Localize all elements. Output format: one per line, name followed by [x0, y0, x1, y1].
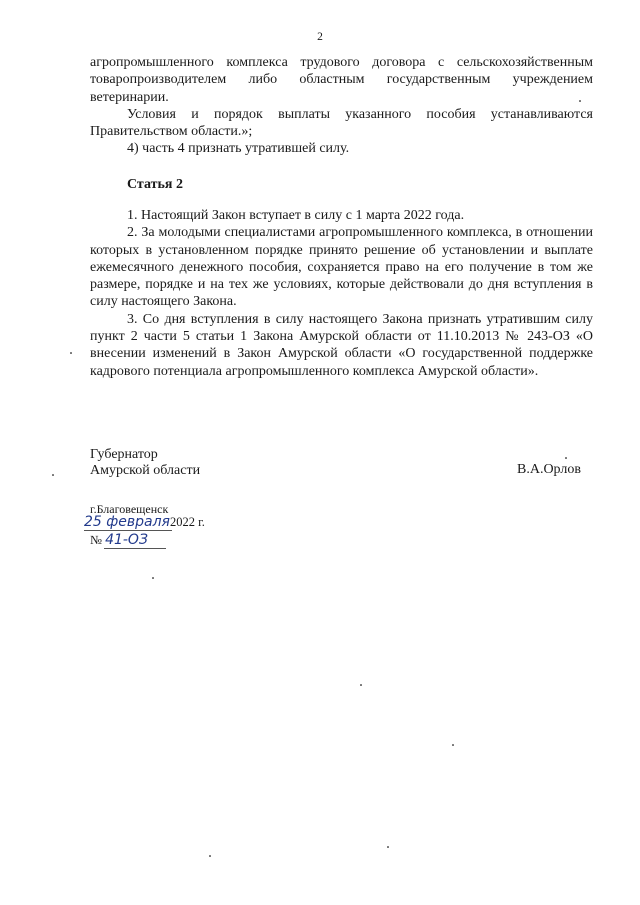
scan-speck [209, 855, 211, 857]
signing-date [84, 514, 205, 530]
conditions-paragraph: Условия и порядок выплаты указанного пособия устанавливаются Правительством области.»; [90, 106, 593, 140]
item-4-paragraph: 4) часть 4 признать утратившей силу. [127, 141, 350, 157]
scan-speck [565, 457, 567, 459]
continuation-paragraph: агропромышленного комплекса трудового договора с сельскохозяйственным товаропроизводителем либо областным государственным учреждением ветеринарии. [90, 55, 593, 105]
article-paragraph-2: 2. За молодыми специалистами агропромышленного комплекса, в отношении которых в установленном порядке принято решение об установлении и выплате ежемесячного денежного пособия, сохраняется право на его получение в том же размере, порядке и на тех же условиях, которые действовали до дня вступления в силу настоящего Закона. [90, 225, 593, 310]
scan-speck [579, 100, 581, 102]
article-heading: Статья 2 [127, 177, 183, 192]
place-of-signing: г.Благовещенск [90, 502, 169, 516]
page-number: 2 [317, 31, 323, 43]
scan-speck [360, 684, 362, 686]
scan-speck [52, 474, 54, 476]
scan-speck [70, 352, 72, 354]
signatory-title-line-1: Губернатор [90, 447, 158, 462]
date-year: 2022 г. [169, 515, 205, 529]
article-paragraph-3: 3. Со дня вступления в силу настоящего Закона признать утратившим силу пункт 2 части 5 статьи 1 Закона Амурской области от 11.10.2013 № 243-ОЗ «О внесении изменений в Закон Амурской области «О государственной поддержке кадрового потенциала агропромышленного комплекса Амурской области». [90, 311, 593, 379]
article-paragraph-1: 1. Настоящий Закон вступает в силу с 1 марта 2022 года. [127, 208, 465, 223]
handwritten-number: 41-ОЗ [105, 532, 148, 548]
scan-speck [387, 846, 389, 848]
signatory-title [90, 447, 200, 479]
document-body [90, 54, 593, 158]
handwritten-date: 25 февраля [84, 514, 170, 530]
number-underline [104, 548, 166, 549]
law-number [90, 532, 148, 548]
signatory-title-line-2: Амурской области [90, 463, 201, 478]
number-sign: № [90, 533, 102, 547]
scan-speck [152, 577, 154, 579]
signatory-name: В.А.Орлов [517, 462, 581, 477]
scan-speck [452, 744, 454, 746]
date-underline [84, 530, 172, 531]
article-body [90, 207, 593, 380]
